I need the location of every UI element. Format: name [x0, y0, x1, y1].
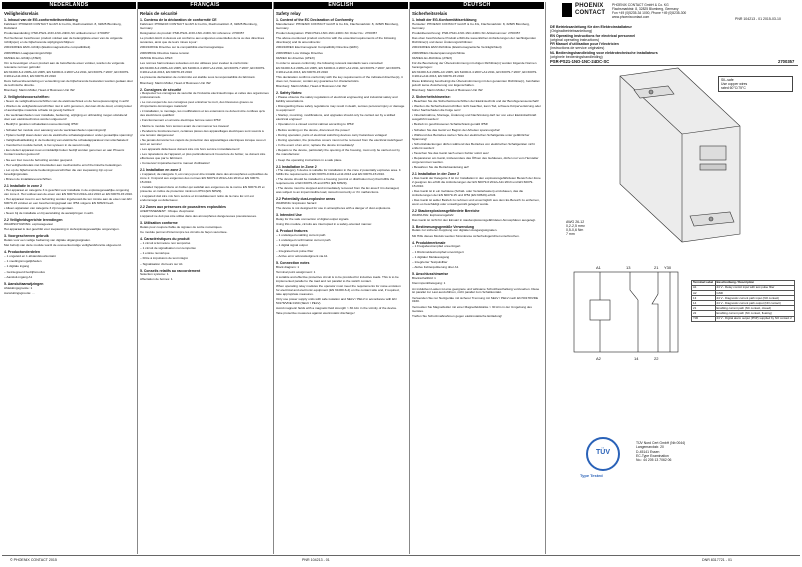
paragraph: • Das Gerät ist in ein Gehäuse (Schalt- oder Verteilerkasten) einzubauen, das die Anforderungen der EN 60079-15 und IP54 (EN 60529) erfüllt. — [412, 188, 524, 197]
paragraph: • Le non-respect de ces consignes peut entraîner la mort, des blessures graves ou d'importants dommages matériels! — [140, 100, 254, 109]
paragraph: • Binnen de installatievoorschriften. — [4, 177, 53, 182]
paragraph: Diese Erklärung bescheinigt die Übereinstimmung mit den genannten Richtlinie(n), beinhaltet jedoch keine Zusicherung von Eigenschaften. — [412, 79, 540, 87]
paragraph: – 1 undelayed enabling current path — [276, 232, 326, 237]
tuv-address: TÜV Nord Cert GmbH (Nb 0044) Langemarckstr. 20 D-45141 Essen EC-Type Examination No.: 44 205 13 7062 06 — [636, 441, 686, 463]
section-heading: 2.2 Zones aux présences de poussières explosibles — [140, 205, 226, 209]
paragraph: Aansluitingsgrootte: ... — [4, 290, 35, 295]
order-number: 2700357 — [778, 59, 795, 64]
paragraph: Relais voor een veilige bediening van digitale uitgangssignalen. — [4, 237, 91, 242]
table-cell: 24 V - Diagnostic current path output (NO contact) — [715, 301, 794, 306]
paragraph: – Filtre à impulsions de test intégré — [140, 256, 188, 261]
paragraph: 2006/95/EG Laagspanningsrichtlijn — [4, 50, 52, 55]
footer-pnr: PNR 104213 - 01 — [302, 558, 330, 562]
divider — [545, 2, 546, 554]
paragraph: 94/9/EG Ex-Richtlinie (ATEX) — [412, 55, 453, 60]
paragraph: WAARSCHUWING: explosiegevaar — [4, 221, 53, 226]
paragraph: Verwenden Sie nur Netzgeräte mit sicherer Trennung mit SELV / PELV nach EN 50178/VDE 0160. — [412, 295, 539, 304]
divider — [137, 2, 138, 554]
paragraph: Productaanduiding: PSR-PS21-1NO-1NC-24DC-SC artikelnummer: 2700357 — [4, 30, 110, 35]
terminal-y30-label: Y30 — [664, 265, 672, 270]
table-header: Terminal Label — [693, 280, 714, 285]
paragraph: 2006/95/CE Directive basse tension — [140, 50, 190, 55]
paragraph: Om te bevestigen of een product aan de betreffende eisen voldoet, worden de volgende relevante normen gebruikt: — [4, 60, 125, 69]
section-heading: 3. Bestimmungsgemäße Verwendung — [412, 224, 475, 229]
terminal-table — [691, 280, 795, 322]
paragraph: • L'installation, le montage, les modifications et les extensions ne doivent être confiées qu'à des électriciens qualifiés! — [140, 109, 265, 118]
footer — [2, 555, 800, 565]
paragraph: EN 61000-6-2:2005+AC:2005, EN 61000-6-4:2007+A1:2011, EN 60079-7:2007, EN 60079-0:2012+A11:2013, EN 60079-15:2010 — [140, 66, 266, 75]
paragraph: Klemmpunktbelegung: 1 — [412, 281, 446, 286]
paragraph: • Voordat het module betreft, is het systeem in de wereld nodig — [4, 143, 90, 148]
table-cell: 13 — [692, 296, 716, 301]
tuv-logo-icon: TÜV — [586, 437, 620, 471]
paragraph: An induktiven Lasten ist eine geeignete und wirksame Schutzbeschaltung vorzusehen. Diese ist parallel zur Last auszuführen, nicht parallel zum Schaltkontakt. — [412, 286, 540, 295]
section-heading: 4. Productonderdelen — [4, 250, 40, 255]
paragraph: • Een defect apparaat moet onmiddellijk buiten bedrijf worden genomen en aan Phoenix Contact worden gestuurd! — [4, 148, 125, 157]
paragraph: – 1 ongeleid en 1 afstandstuurkontakt — [4, 253, 56, 258]
paragraph: Relay for the safe connection of digital output signals. — [276, 216, 350, 221]
paragraph: Vermeiden Sie Magnetfelder mit einer Magnetfeldstärke > 30 A/m in der Umgebung des Gerätes. — [412, 304, 532, 313]
table-cell: Enabling current path (NC contact, closed) — [715, 306, 794, 311]
paragraph: • De werkzaamheden voor installatie, bediening, wijziging en uitbreiding mogen uitsluitend door een elektrotechnicus worden uitgevoerd! — [4, 113, 128, 122]
paragraph: • Tauschen Sie das Gerät nach einem Fehler sofort aus! — [412, 150, 489, 155]
terminal-22-label: 22 — [654, 356, 659, 361]
paragraph: – 1 circuit de signalisation non temporisé — [140, 245, 196, 250]
paragraph: • During operation, the protective covers must not be removed from the electrical switchgear! — [276, 138, 403, 143]
paragraph: • Bewahren Sie die Betriebsanleitung auf! — [412, 165, 469, 170]
paragraph: • Les appareils défectueux doivent être mis hors service immédiatement! — [140, 147, 240, 152]
paragraph: • Neem de veiligheidsvoorschriften van de elektrotechniek en de beroepsvereniging in acht! — [4, 98, 130, 103]
terminal-a2-label: A2 — [596, 356, 601, 361]
paragraph: 2004/108/EG EMC-richtlijn (Elektromagnetische compatibiliteit) — [4, 45, 91, 50]
paragraph: • Alleen apparaten van categorie 3 zijn toegestaan. — [4, 205, 74, 210]
paragraph: – Aktive Fehlerquittierung über A1 — [412, 265, 459, 270]
column-body — [138, 9, 272, 282]
paragraph: – 1 digitale ingang — [4, 264, 30, 269]
divider — [409, 2, 410, 554]
table-header: Beschreibung / Description — [715, 281, 794, 286]
paragraph: A suitable and effective protective circuit is to be provided for inductive loads. This is to be implemented parallel to the load and not parallel to the switch contact. — [276, 275, 399, 283]
paragraph: • Het apparaat moet in een behuizing worden ingebouwd die ten minste aan de eisen van EN 60079-15 voldoet en een beschermingsgraad van IP54 volgens EN 60529 heeft. — [4, 196, 132, 205]
paragraph: Het hierboven beschreven product voldoet aan de belangrijkste eisen van de volgende richtlijn(en) en de bijbehorende wijzigingsrichtlijnen: — [4, 36, 123, 45]
lang-header: FRANÇAIS — [138, 2, 272, 9]
table-row — [692, 316, 795, 321]
section-heading: 2. Sicherheitshinweise: — [412, 95, 451, 100]
column-title: Sicherheitsrelais — [412, 11, 448, 16]
paragraph: – 1 undelayed confirmation current path — [276, 238, 331, 243]
device-illustration — [550, 66, 800, 276]
paragraph: • Fonctionnement en armoire électrique fermée selon IP54! — [140, 118, 221, 123]
paragraph: • Mettre le module hors tension avant de commencer les travaux! — [140, 123, 230, 128]
paragraph: – 1 digital signal output — [276, 243, 308, 248]
section-heading: 5. Aansluitaanwijzingen — [4, 281, 44, 286]
phoenix-logo-icon — [562, 3, 572, 17]
paragraph: • Respectez les consignes de sécurité de l'industrie électrotechnique et celles des organismes professionnels. — [140, 91, 269, 100]
paragraph: Avoid magnetic fields with a magnetic field strength > 30 A/m in the vicinity of the device. — [276, 306, 398, 311]
wiring-note-box: SIL-safe Use copper wires rated 60°C/75°C — [718, 76, 793, 92]
paragraph: • Worden de veiligheidsvoorschriften niet in acht genomen, dan kan dit de dood, ernstig letsel of aanzienlijke materiële schade tot gevolg hebben! — [4, 104, 132, 112]
paragraph: 2004/108/EG EMV-Richtlinie (Elektromagnetische Verträglichkeit) — [412, 45, 502, 50]
relay-module-drawing — [620, 68, 740, 242]
table-cell: A1 — [692, 286, 716, 291]
paragraph: EN 61000-6-2:2005+AC:2005, EN 61000-6-4:2007+A1:2011, EN 60079-7:2007, EN 60079-0:2012+A11:2013, EN 60079-15:2010 — [412, 70, 538, 78]
terminal-21-label: 21 — [654, 265, 659, 270]
table-cell: 24 V - Relay control input with test pulse filter — [715, 286, 794, 291]
terminal-13-label: 13 — [626, 265, 631, 270]
paragraph: Block diagram: 1 — [276, 264, 300, 269]
paragraph: • Werden die Sicherheitsvorschriften nicht beachtet, kann Tod, schwere Körperverletzung oder hoher Sachschaden die Folge sein! — [412, 104, 541, 112]
column-en — [274, 2, 408, 554]
paragraph: EN 61000-6-2:2005+AC:2005, EN 61000-6-4:2007+A1:2011, EN 60079-7:2007, EN 60079-0:2012+A11:2013, EN 60079-15:2010 — [4, 70, 130, 78]
paragraph: Le produit décrit ci-dessus est conforme aux exigences essentielles de la ou des directives suivantes, ainsi que de leurs mises à jour: — [140, 36, 265, 45]
section-heading: 1. Contenu de la déclaration de conformité CE — [140, 18, 217, 23]
table-cell: 22 — [692, 311, 716, 316]
divider — [273, 2, 274, 554]
paragraph: • Startup, mounting, modifications, and upgrades should only be carried out by a skilled electrical engineer! — [276, 113, 396, 122]
paragraph: • Betrieb im geschlossenen Schaltschrank gemäß IP54! — [412, 122, 489, 127]
paragraph: Produktbezeichnung: PSR-PS21-1NO-1NC-24DC-SC Artikelnummer: 2700357 — [412, 30, 521, 35]
section-heading: 2.2 Veiligheidsgerichte lerendingen — [4, 218, 63, 223]
paragraph: Désignation du produit: PSR-PS21-1NO-1NC-24DC-SC référence: 2700357 — [140, 30, 245, 35]
paragraph: Fabricant: PHOENIX CONTACT GmbH & Co.KG, Flachsmarktstr. 8, 32825 Blomberg, Germany — [140, 21, 258, 30]
section-heading: 2.1 Installation en zone 2 — [140, 168, 182, 173]
paragraph: • Before working on the device, disconnect the power! — [276, 127, 350, 132]
paragraph: Ce module permet d'interrompre les circuits de façon sécurisée. — [140, 229, 228, 234]
paragraph: 2006/95/EG Niederspannungsrichtlinie — [412, 50, 465, 55]
paragraph: • Conservez impérativement le manuel d'utilisation! — [140, 161, 210, 166]
paragraph: • Let op de bijbehorende bedieningsvoorschriften die van toepassing zijn op uw beveiligingsrelais. — [4, 168, 113, 176]
paragraph: • Bedrijf in gesloten schakelkast overeenkomstig IP54! — [4, 122, 79, 127]
paragraph: • Please observe the safety regulations of electrical engineering and industrial safety and liability associations. — [276, 95, 398, 103]
paragraph: Terminal point assignment: 1 — [276, 269, 316, 274]
paragraph: 2004/108/CE Directive sur la compatibilité électromagnétique — [140, 45, 224, 50]
paragraph: • Operation in a closed control cabinet according to IP54! — [276, 122, 354, 127]
paragraph: Only use power supply units with safe isolation and SELV / PELV in accordance with EN 50178/VDE 0160 (SELV / PELV). — [276, 297, 397, 305]
paragraph: • The category 3 device is suitable for installation in the zone 2 potentially explosive area. It fulfills the requirements of EN 60079-0:2012+A11:2013 and EN 60079-15:2010. — [276, 168, 401, 177]
paragraph: • Pendant le fonctionnement, certaines pièces des appareillages électriques sont soumis à une tension dangereuse! — [140, 128, 264, 137]
paragraph: • Tijdens bedrijf staan delen van de elektrische schakelapparatuur onder gevaarlijke spanning! — [4, 132, 133, 137]
paragraph: – Signalisation d'erreurs sur A1 — [140, 261, 183, 266]
lang-header: DEUTSCH — [410, 2, 544, 9]
block-diagram — [560, 260, 690, 370]
paragraph: 94/9/EG Ex-richtlijn (ATEX) — [4, 55, 42, 60]
paragraph: – Aansluit-ingang A1 — [4, 274, 33, 279]
paragraph: L'appareil ne doit pas être utilisé dans des atmosphères dangereuses poussiéreuses. — [140, 213, 257, 218]
paragraph: Relais zur sicheren Kopplung von digitalen Ausgangssignalen. — [412, 228, 498, 233]
column-title: Veiligheidsrelais — [4, 11, 39, 16]
paragraph: Blomberg: Martin Müller, Head of Business Unit IIW — [140, 80, 211, 85]
paragraph: 94/9/CE Directive ATEX — [140, 55, 173, 60]
paragraph: – 1 voedingsmogelijkheden — [4, 259, 42, 264]
paragraph: • Repairs to the device, particularly the opening of the housing, must only be carried out by the manufacturer. — [276, 148, 400, 157]
paragraph: WARNUNG: Explosionsgefahr — [412, 212, 454, 217]
column-title: Relais de sécurité — [140, 11, 178, 16]
column-nl — [2, 2, 136, 554]
paragraph: Hersteller: PHOENIX CONTACT GmbH & Co.KG, Flachsmarktstr. 8, 32825 Blomberg, Germany — [412, 21, 530, 30]
footer-dnr: DNR 8317721 - 01 — [702, 558, 732, 562]
manual-titles: DE Betriebsanleitung für den Elektroinstallateur (Originalbetriebsanleitung) EN Operating instructions for electrical personnel (original operating instructions) FR Manuel d'utilisation pour l'électricien (instructions de service originales) NL Bedieningshandleiding voor elektrotechnische installateurs (originele bedieningshandleiding) — [550, 25, 658, 60]
table-cell: 21 — [692, 306, 716, 311]
section-heading: 2. Safety Notes: — [276, 91, 303, 96]
section-heading: 3. Utilisation conforme — [140, 220, 178, 225]
table-cell: A2 — [692, 291, 716, 296]
wire-specs: AWG 26-12 0,2-2,5 mm² 0,5-0,6 Nm 7 mm — [566, 220, 585, 236]
paragraph: Blomberg: Martin Müller, Head of Business Unit IIW — [4, 88, 75, 93]
paragraph: Relais pour coupure fiable de signaux de sortie numériques. — [140, 224, 223, 229]
paragraph: When operating relay modules the operator must meet the requirements for noise emission for electrical and electronic equipment (EN 61000-6-4) on the contact side and, if required, take appropriate measures. — [276, 284, 401, 296]
paragraph: • Neem bij de installatie en bij aansluiting de aanwijzingen in acht. — [4, 211, 94, 216]
paragraph: 2004/108/EC Electromagnetic Compatibility Directive (EMC) — [276, 45, 359, 50]
table-cell: 24 V - Digital alarm output (PNP) supplied by NO contact 2 — [715, 316, 794, 321]
table-cell: Enabling current path (NC contact, floating) — [715, 311, 794, 316]
section-heading: 2.1 Installation in der Zone 2 — [412, 172, 460, 177]
paragraph: – Integrierter Testpulsfilter — [412, 260, 448, 265]
paragraph: • Les réparations de l'appareil, et plus particulièrement l'ouverture du boîtier, ne doivent être effectuées que par le fabricant. — [140, 152, 266, 161]
paragraph: – 1 Freigabestrompfad unverzögert — [412, 244, 461, 249]
paragraph: Sélection système: 1 — [140, 272, 169, 277]
section-heading: 3. Voorgeschreven gebruik — [4, 234, 49, 239]
paragraph: The device is not designed for use in atmospheres with a danger of dust explosions. — [276, 206, 392, 211]
paragraph: • Keep the operating instructions in a safe place. — [276, 157, 343, 162]
paragraph: – 1 Rückmeldestrompfad unverzögert — [412, 249, 464, 254]
paragraph: Das Gerät ist nicht für den Einsatz in staubexplosionsgefährdeten Atmosphären ausgelegt. — [412, 217, 536, 222]
section-heading: 1. Inhoud van de EG-conformiteitsverklaring — [4, 18, 78, 23]
paragraph: • Reparaturen am Gerät, insbesondere das Öffnen des Gehäuses, dürfen nur vom Hersteller vorgenommen werden. — [412, 156, 539, 165]
section-heading: 4. Produktmerkmale — [412, 240, 446, 245]
paragraph: Fabrikant: PHOENIX CONTACT GmbH & Co.KG, Flachsmarktstr. 8, 32825 Blomberg, Duitsland — [4, 21, 122, 30]
paragraph: Deze beheersbeoordeling en verwerking van de bijbehorende bestanden worden gedaan door de technische directie. — [4, 79, 133, 87]
column-title: Safety relay — [276, 11, 301, 16]
section-heading: 5. Connection notes — [276, 260, 310, 265]
section-heading: 5. Conseils relatifs au raccordement — [140, 268, 201, 273]
section-heading: 1. Content of the EC Declaration of Conformity — [276, 18, 354, 23]
paragraph: Met behulp van deze module wordt de overeenkomstige veiligheidsfunctie uitgevoerd. — [4, 243, 122, 248]
paragraph: Für die Beurteilung der Übereinstimmung mit obigen Richtlinie(n) wurden folgende Normen herangezogen: — [412, 60, 537, 69]
section-heading: 2.2 Potentially dust-explosive areas — [276, 197, 336, 202]
paragraph: • Schutzabdeckungen dürfen während des Betriebes von elektrischen Schaltgeräten nicht entfernt werden! — [412, 141, 535, 150]
column-fr — [138, 2, 272, 554]
company-info: PHOENIX CONTACT GmbH & Co. KG Flachsmarktstr. 8, 32825 Blomberg, Germany Fon +49 (0)5235-34 1000, Phone +49 (0)5235-300 www.phoenixcontact.com — [612, 3, 687, 20]
paragraph: Treffen Sie Schutzmaßnahmen gegen elektrostatische Entladung! — [412, 313, 503, 318]
tuv-type-label: Type Tested — [580, 473, 603, 478]
paragraph: • Schalten Sie das Gerät vor Beginn der Arbeiten spannungsfrei! — [412, 127, 501, 132]
brand-logo: PHOENIX CONTACT — [575, 3, 606, 16]
paragraph: The above-mentioned product conforms with the essential requirements of the following directive(s) and its amendments: — [276, 36, 396, 45]
paragraph: • Ne jamais démonter les capots de protection des appareillages électriques lorsque ceux-ci sont en service! — [140, 138, 266, 146]
paragraph: AVERTISSEMENT : Risque d'explosion — [140, 208, 195, 213]
paragraph: • Veiligheidsafdekking in de bediening van elektrische schakelapparatuur niet uitschakelen! — [4, 138, 129, 143]
table-cell: 14 — [692, 301, 716, 306]
section-heading: 2. Consignes de sécurité — [140, 87, 182, 92]
paragraph: 94/9/EC Ex directive (ATEX) — [276, 55, 315, 60]
footer-copyright: © PHOENIX CONTACT 2015 — [10, 558, 57, 562]
paragraph: EN 61000-6-2:2005+AC:2005, EN 61000-6-4:2007+A1:2011, EN 60079-7:2007, EN 60079-0:2012+A11:2013, EN 60079-15:2010 — [276, 66, 402, 75]
paragraph: Het apparaat is niet geschikt voor toepassing in stofexplosiegevaarlijke omgevingen. — [4, 227, 120, 232]
product-name: PSR-PS21-1NO-1NC-24DC-SC — [550, 59, 610, 64]
paragraph: Les normes harmonisées suivantes ont été utilisées pour évaluer la conformité: — [140, 60, 249, 65]
paragraph: • Das Gerät der Kategorie 3 ist zur Installation in den explosionsgefährdeten Bereich der Zone 2 geeignet. Es erfüllt die Anforderungen der EN 60079-0:2012+A11:2013 und EN 60079-15:2010. — [412, 175, 541, 188]
paragraph: La présente déclaration de conformité est établie sous la responsabilité du fabricant. — [140, 75, 256, 80]
column-body — [2, 9, 136, 296]
doc-number: PNR 104213 - 01 2015-03-10 — [735, 17, 781, 21]
section-heading: 5. Anschlusshinweise — [412, 272, 449, 277]
table-cell: GND — [715, 291, 794, 296]
table-cell: 24 V - Diagnostic current path input (NO contact) — [715, 296, 794, 301]
paragraph: • L'appareil, de catégorie 3, est conçu pour être installé dans des atmosphères explosibles de zone 2. Il répond aux exigences des normes EN 60079-0:2012+A11:2013 et EN 60079-15:2010. — [140, 172, 268, 184]
column-de — [410, 2, 544, 554]
paragraph: Manufacturer: PHOENIX CONTACT GmbH & Co.KG, Flachsmarktstr. 8, 32825 Blomberg, Germany — [276, 21, 399, 30]
paragraph: • Beachten Sie die Sicherheitsvorschriften der Elektrotechnik und der Berufsgenossenschaft! — [412, 98, 539, 103]
section-heading: 2.1 Installatie in zone 2 — [4, 184, 42, 189]
section-heading: 1. Inhalt der EG-Konformitätserklärung — [412, 18, 477, 23]
paragraph: This declaration confirms conformity with the key requirements of the indicated directive(s), it does not, however, contain any guarantee for characteristics. — [276, 75, 403, 84]
paragraph: Blomberg: Martin Müller, Head of Business Unit IIW — [412, 88, 483, 93]
lang-header: NEDERLANDS — [2, 2, 136, 9]
column-body — [410, 9, 544, 319]
column-body — [274, 9, 408, 316]
section-heading: 3. Intended Use — [276, 213, 302, 218]
paragraph: Product designation: PSR-PS21-1NO-1NC-24DC-SC Order No.: 2700357 — [276, 30, 378, 35]
paragraph: • Het apparaat en categorie 3 is geschikt voor installatie in de explosiegevaarlijke omgeving van zone 2. Het voldoet aan de eisen van EN 60079-0:2012+A11:2013 en EN 60079-15:2010. — [4, 187, 133, 196]
paragraph: 2006/95/EC Low Voltage Directive — [276, 50, 323, 55]
paragraph: • The device must be stopped and immediately removed from the Ex area if it is damaged, was subject to an impermissible load, stored incorrectly or if it malfunctions. — [276, 186, 400, 195]
paragraph: • Na een fout moet de behuizing worden geopend. — [4, 157, 73, 162]
section-heading: 2. Veiligheidsvoorschriften: — [4, 95, 50, 100]
paragraph: • Während des Betriebes stehen Teile der elektrischen Schaltgeräte unter gefährlicher Spannung! — [412, 132, 530, 141]
terminal-a1-label: A1 — [596, 265, 601, 270]
lang-header: ENGLISH — [274, 2, 408, 9]
section-heading: 4. Caractéristiques du produit — [140, 236, 190, 241]
paragraph: Blockschaltbild: 1 — [412, 276, 436, 281]
paragraph: • The device should be installed in a housing (control or distribution box) that fulfills the requirements of EN 60079-15 and IP54 (EN 60529). — [276, 177, 395, 186]
paragraph: • Schakel het module voor aanvang van de werkzaamheden spanningsvrij! — [4, 127, 107, 132]
paragraph: – Integrated test pulse filter — [276, 248, 314, 253]
paragraph: • Das Gerät ist außer Betrieb zu nehmen und unverzüglich aus dem Ex-Bereich zu entfernen, wenn es beschädigt oder unsachgemäß gelagert wurde. — [412, 197, 540, 206]
section-heading: 4. Product features — [276, 229, 308, 234]
paragraph: Using this module, circuits are interrupted in a safety-oriented manner. — [276, 222, 373, 227]
paragraph: Das oben beschriebene Produkt erfüllt die wesentlichen Anforderungen der nachfolgenden Richtlinie(n) und deren Änderungsrichtlinien: — [412, 36, 537, 45]
paragraph: • Installez l'appareil dans un boîtier qui satisfait aux exigences de la norme EN 60079-15 et présente un indice de protection minimum IP54 (EN 60529). — [140, 185, 265, 193]
paragraph: • Inbetriebnahme, Montage, Änderung und Nachrüstung darf nur von einer Elektrofachkraft ausgeführt werden! — [412, 113, 537, 122]
paragraph: Mit Hilfe dieses Moduls werden Stromkreise sicherheitsgerichtet unterbrochen. — [412, 233, 520, 238]
section-heading: 2.2 Staubexplosionsgefährdete Bereiche — [412, 208, 480, 213]
paragraph: In order to assess conformity, the following relevant standards were consulted: — [276, 60, 384, 65]
paragraph: Affectation de bornes: 1 — [140, 277, 173, 282]
paragraph: Take protective measures against electrostatic discharge! — [276, 311, 355, 316]
paragraph: • In the event of an error, replace the device immediately! — [276, 143, 355, 148]
section-heading: 2.1 Installation in Zone 2 — [276, 164, 317, 169]
table-cell: Y30 — [692, 316, 716, 321]
paragraph: Afdekkingsgrootte: 1 — [4, 285, 33, 290]
paragraph: – Geïntegreerd bedrijfsmodus — [4, 269, 45, 274]
paragraph: – 1 entrée numérique — [140, 251, 170, 256]
paragraph: Blomberg: Martin Müller, Head of Business Unit IIW — [276, 84, 347, 89]
paragraph: • During operation, parts of electrical switching devices carry hazardous voltages! — [276, 132, 388, 137]
paragraph: – 1 circuit à fermeture non temporisé — [140, 240, 191, 245]
paragraph: • Disregarding these safety regulations may result in death, serious personal injury or damage to equipment! — [276, 104, 405, 112]
paragraph: – Active error acknowledgment via A1 — [276, 253, 328, 258]
paragraph: – 1 digitaler Meldeausgang — [412, 254, 450, 259]
terminal-14-label: 14 — [634, 356, 639, 361]
paragraph: • L'appareil doit être mis hors service et immédiatement retiré de la zone Ex si il est endommagé ou défectueux. — [140, 194, 254, 202]
paragraph: WARNING: Explosion hazard — [276, 201, 317, 205]
paragraph: • Het veiligheidsrelais niet blootstellen aan mechanische en/of thermische belastingen. — [4, 162, 123, 167]
